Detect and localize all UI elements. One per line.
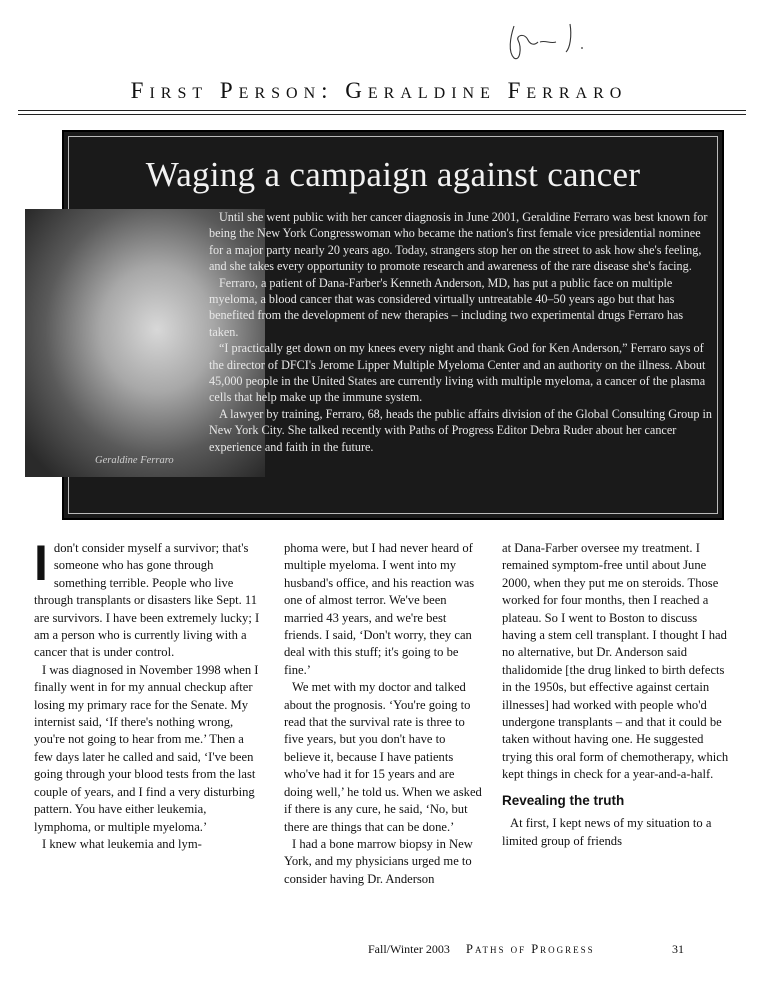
article-column-3 [502,540,730,850]
article-column-1 [34,535,264,853]
article-paragraph: At first, I kept news of my situation to a limited group of friends [502,816,712,848]
feature-title: Waging a campaign against cancer [145,155,641,194]
article-paragraph: phoma were, but I had never heard of multiple myeloma. I went into my husband's office, and his reaction was one of almost terror. We've been married 43 years, and we're best friends. I said, ‘Don't worry, they can deal with this stuff; it's going to be fine.’ [284,541,475,677]
page-number: 31 [672,942,684,956]
drop-cap: I [34,535,48,591]
intro-paragraph [209,406,714,455]
article-body [34,535,734,910]
handwritten-signature [500,18,590,68]
page-header: First Person: Geraldine Ferraro [130,78,628,103]
section-subhead: Revealing the truth [502,792,625,808]
feature-inner-frame [68,136,718,514]
feature-box [62,130,724,520]
issue-date: Fall/Winter 2003 [368,942,450,956]
photo-caption: Geraldine Ferraro [95,455,174,466]
article-paragraph: I had a bone marrow biopsy in New York, and my physicians urged me to consider having Dr. Anderson [284,836,473,886]
article-paragraph [34,535,264,662]
intro-text: A lawyer by training, Ferraro, 68, heads the public affairs division of the Global Consulting Group in New York City. She talked recently with Paths of Progress Editor Debra Ruder about her cancer experience and faith in the future. [209,406,712,454]
feature-intro [209,209,714,455]
article-paragraph: We met with my doctor and talked about the prognosis. ‘You're going to read that the survival rate is three to five years, but you don't have to believe it, because I have patients who've had it for 15 years and are doing well,’ he told us. When we asked if there is any cure, he said, ‘No, but there are things that can be done.’ [284,680,482,834]
article-paragraph: I was diagnosed in November 1998 when I finally went in for my annual checkup after losing my primary race for the Senate. My internist said, ‘If there's nothing wrong, you're not going to hear from me.’ Then a few days later he called and said, ‘I've been going through your blood tests from the last couple of years, and I find a very disturbing pattern. You have either leukemia, lymphoma, or multiple myeloma.’ [34,662,259,834]
article-paragraph: I knew what leukemia and lym- [42,836,202,851]
article-text: don't consider myself a survivor; that's someone who has gone through something terrible. People who live through transplants or disasters like Sept. 11 are survivors. I have been extremely lucky; I am a person who is currently living with a cancer that is under control. [34,541,260,660]
article-column-2 [284,540,484,888]
article-paragraph: at Dana-Farber oversee my treatment. I remained symptom-free until about June 2000, when they put me on steroids. Those worked for four months, then I reached a plateau. So I went to Boston to discuss having a stem cell transplant. I thought I had no alternative, but Dr. Anderson said thalidomide [the drug linked to birth defects in the 1950s, but effective against certain illnesses] had worked with people who'd undergone transplants – and that it could be taken without having one. He suggested trying this oral form of chemotherapy, which kept things in check for a year-and-a-half. [502,541,729,782]
intro-paragraph: Ferraro, a patient of Dana-Farber's Kenneth Anderson, MD, has put a public face on multiple myeloma, a blood cancer that was considered virtually untreatable 40–50 years ago but that has benefited from the development of new therapies – including two experimental drugs Ferraro has taken. [209,275,684,339]
header-rule-thin [18,114,746,115]
magazine-name: Paths of Progress [466,942,595,956]
intro-paragraph: Until she went public with her cancer diagnosis in June 2001, Geraldine Ferraro was best known for being the New York Congresswoman who became the nation's first female vice presidential nominee for a major party nearly 20 years ago. Today, strangers stop her on the street to ask how she's feeling, and she takes every opportunity to promote research and awareness of the rare disease she's facing. [209,210,708,274]
header-rule [18,110,746,111]
intro-paragraph: “I practically get down on my knees every night and thank God for Ken Anderson,” Ferraro says of the director of DFCI's Jerome Lipper Multiple Myeloma Center and an authority on the illness. About 45,000 people in the United States are currently living with multiple myeloma, a cancer of the plasma cells that help make up the immune system. [209,341,706,405]
